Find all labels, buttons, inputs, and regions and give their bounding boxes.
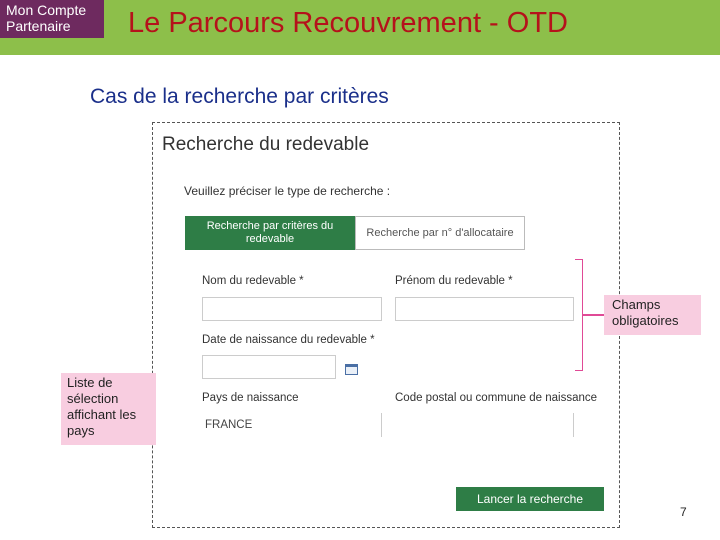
code-label: Code postal ou commune de naissance [395,392,598,404]
tab-search-by-criteria-label: Recherche par critères du redevable [206,220,334,245]
nom-input[interactable] [202,297,382,321]
country-list-callout: Liste de sélection affichant les pays [61,373,156,445]
calendar-icon[interactable] [345,364,358,375]
postal-code-input[interactable] [395,413,574,437]
prenom-label: Prénom du redevable * [395,275,513,287]
required-fields-callout: Champs obligatoires [604,295,701,335]
screenshot-frame [152,122,620,528]
logo-line-2: Partenaire [6,18,71,34]
logo-line-1: Mon Compte [6,2,87,18]
brand-logo [0,0,104,38]
prenom-input[interactable] [395,297,574,321]
bracket-connector [583,314,604,316]
page-number: 7 [680,505,687,519]
country-select[interactable]: FRANCE [202,413,382,437]
birthdate-input[interactable] [202,355,336,379]
search-type-label: Veuillez préciser le type de recherche : [184,184,391,198]
date-label: Date de naissance du redevable * [202,334,375,346]
required-fields-bracket [575,259,583,371]
pays-label: Pays de naissance [202,392,299,404]
slide-title: Le Parcours Recouvrement - OTD [128,7,568,39]
tab-search-by-allocataire-label: Recherche par n° d'allocataire [366,226,514,239]
slide-subtitle: Cas de la recherche par critères [90,85,389,108]
tab-search-by-criteria[interactable] [185,216,355,250]
header-bar [0,0,720,55]
tab-search-by-allocataire[interactable] [355,216,525,250]
form-title: Recherche du redevable [162,134,370,155]
search-submit-button[interactable]: Lancer la recherche [456,487,604,511]
nom-label: Nom du redevable * [202,275,304,287]
